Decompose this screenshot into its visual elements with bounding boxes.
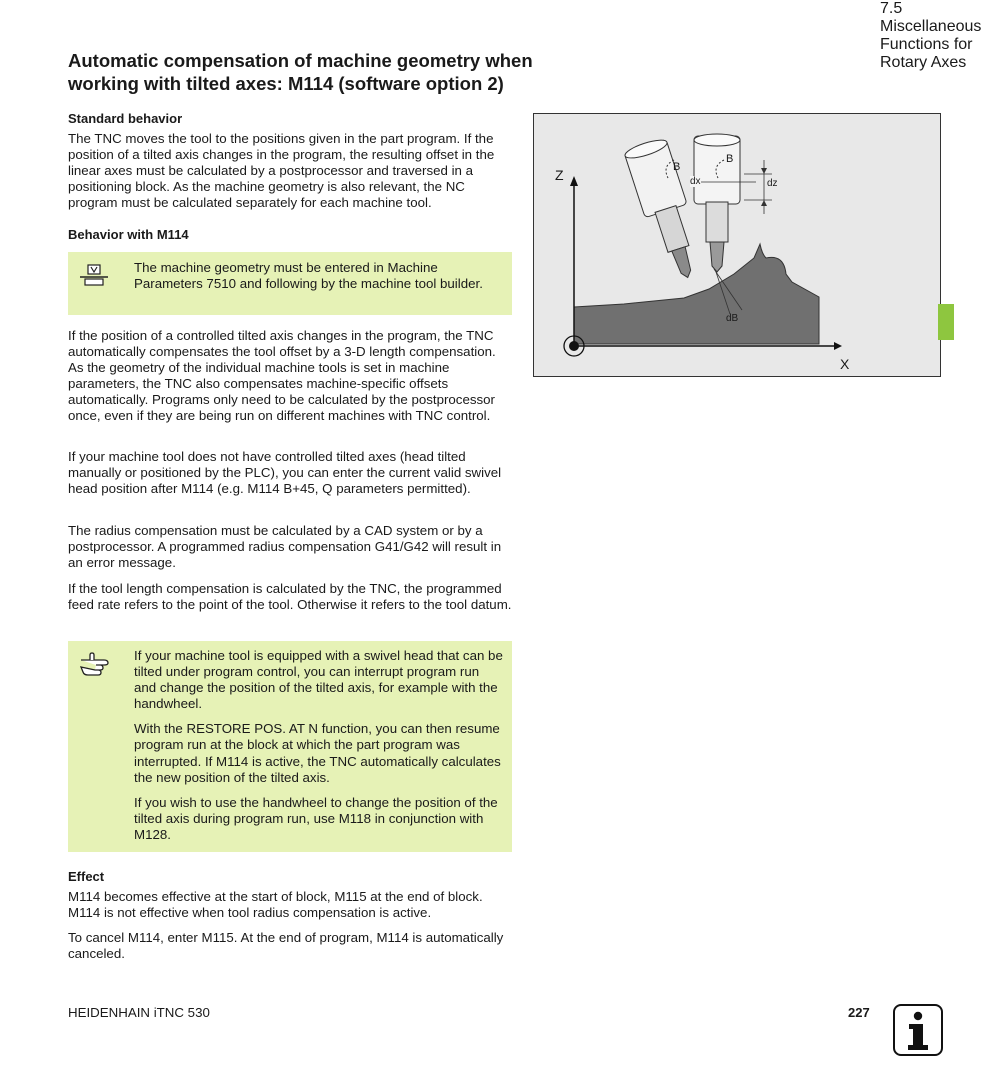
machine-note-text: The machine geometry must be entered in Machine Parameters 7510 and following by the machine tool builder. xyxy=(134,260,483,292)
label-b-tilted: B xyxy=(673,161,681,173)
label-b-upright: B xyxy=(726,153,734,165)
machine-note-box xyxy=(68,252,512,315)
heading-standard-behavior: Standard behavior xyxy=(68,111,183,126)
hint-note-paragraph-3: If you wish to use the handwheel to change the position of the tilted axis during program run, use M118 in conjunction with M128. xyxy=(134,794,498,842)
page-title: Automatic compensation of machine geometry when working with tilted axes: M114 (software option 2) xyxy=(68,50,533,94)
paragraph-m114-4: If the tool length compensation is calculated by the TNC, the programmed feed rate refers to the point of the tool. Otherwise it refers to the tool datum. xyxy=(68,581,512,613)
paragraph-m114-1: If the position of a controlled tilted axis changes in the program, the TNC automatically compensates the tool offset by a 3-D length compensation. As the geometry of the individual machine tools is set in machine parameters, the TNC also compensates machine-specific offsets automatically. Programs only need to be calculated by the postprocessor once, even if they are being run on different machines with TNC control. xyxy=(68,328,496,424)
hint-note-text xyxy=(134,648,504,852)
paragraph-effect-1: M114 becomes effective at the start of block, M115 at the end of block. M114 is not effective when tool radius compensation is active. xyxy=(68,889,483,921)
paragraph-standard-behavior: The TNC moves the tool to the positions given in the part program. If the position of a tilted axis changes in the program, the resulting offset in the linear axes must be calculated by a postprocessor and traversed in a positioning block. As the machine geometry is also relevant, the NC program must be calculated separately for each machine tool. xyxy=(68,131,495,211)
machine-parameter-icon xyxy=(78,263,112,294)
heading-behavior-m114: Behavior with M114 xyxy=(68,227,189,242)
footer-product-name: HEIDENHAIN iTNC 530 xyxy=(68,1005,210,1020)
hint-note-paragraph-1: If your machine tool is equipped with a swivel head that can be tilted under program control, you can interrupt program run and change the position of the tilted axis, for example with the handwheel. xyxy=(134,648,503,712)
hint-note-paragraph-2: With the RESTORE POS. AT N function, you can then resume program run at the block at which the part program was interrupted. If M114 is active, the TNC automatically calculates the new position of the tilted axis. xyxy=(134,721,501,785)
pointing-hand-icon xyxy=(78,651,114,684)
heading-effect: Effect xyxy=(68,869,105,884)
label-dx: dx xyxy=(690,176,701,187)
chapter-side-tab xyxy=(880,0,954,1091)
chapter-title-vertical: 7.5 Miscellaneous Functions for Rotary Axes xyxy=(880,0,981,71)
paragraph-m114-3: The radius compensation must be calculated by a CAD system or by a postprocessor. A programmed radius compensation G41/G42 will result in an error message. xyxy=(68,523,502,571)
axis-label-z: Z xyxy=(555,167,564,183)
chapter-marker xyxy=(938,304,954,340)
label-dz: dz xyxy=(767,178,778,189)
paragraph-m114-2: If your machine tool does not have controlled tilted axes (head tilted manually or positioned by the PLC), you can enter the current valid swivel head position after M114 (e.g. M114 B+45, Q parameters permitted). xyxy=(68,449,502,497)
paragraph-effect-2: To cancel M114, enter M115. At the end of program, M114 is automatically canceled. xyxy=(68,930,504,962)
axis-label-x: X xyxy=(840,356,850,372)
hint-note-box xyxy=(68,641,512,852)
label-db: dB xyxy=(726,313,739,324)
info-icon xyxy=(893,1004,943,1056)
page-number: 227 xyxy=(848,1005,870,1020)
